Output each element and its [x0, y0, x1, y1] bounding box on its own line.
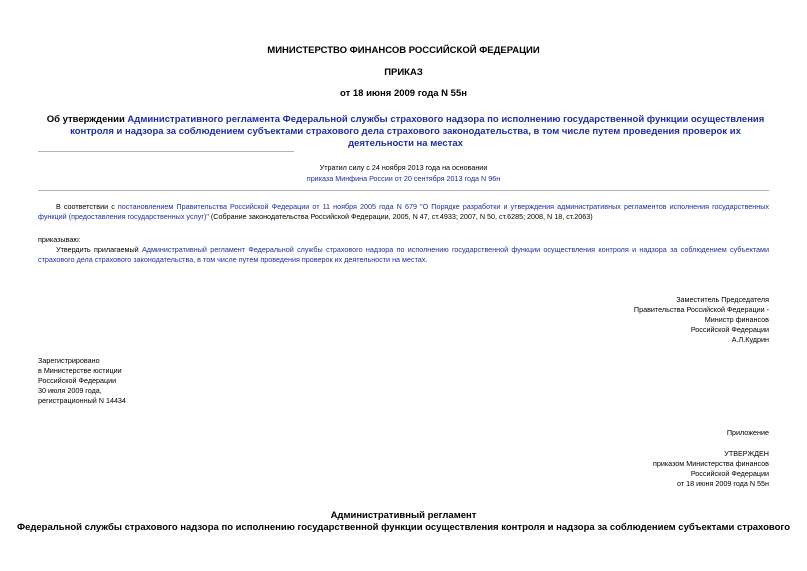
signature-line: Министр финансов [704, 315, 769, 324]
signature-line: Правительства Российской Федерации - [633, 305, 769, 314]
preamble-before: В соответствии с [56, 202, 118, 211]
registration-line: 30 июля 2009 года, [38, 386, 102, 395]
order-before: Утвердить прилагаемый [56, 245, 142, 254]
registration-line: в Министерстве юстиции [38, 366, 122, 375]
ministry-heading: МИНИСТЕРСТВО ФИНАНСОВ РОССИЙСКОЙ ФЕДЕРАЦИИ [267, 45, 540, 56]
regulation-title: Административный регламент [330, 510, 477, 521]
status-repeal-link[interactable]: приказа Минфина России от 20 сентября 2013 года N 96н [306, 174, 501, 183]
order-after: . [425, 255, 428, 264]
approval-line: Российской Федерации [690, 469, 769, 478]
approval-line: приказом Министерства финансов [652, 459, 769, 468]
appendix-label: Приложение [726, 428, 769, 437]
status-line: Утратил силу с 24 ноября 2013 года на основании [319, 163, 488, 172]
approval-block [469, 449, 769, 489]
signature-line: Российской Федерации [690, 325, 769, 334]
preamble-resolution-link[interactable]: постановлением Правительства Российской Федерации от 11 ноября 2005 года N 679 "О Порядке разработки и утверждения административных регламентов исполнения государственных функций (предоставления государственных услуг)" [38, 202, 769, 221]
order-label: приказываю: [38, 235, 81, 244]
approval-line: от 18 июня 2009 года N 55н [676, 479, 769, 488]
document-title [38, 114, 773, 150]
signature-line: Заместитель Председателя [676, 295, 769, 304]
signature-line: А.Л.Кудрин [731, 335, 769, 344]
approval-line: УТВЕРЖДЕН [724, 449, 769, 458]
registration-line: регистрационный N 14434 [38, 396, 126, 405]
registration-line: Зарегистрировано [38, 356, 100, 365]
registration-block [38, 356, 238, 406]
separator-full [38, 190, 769, 191]
preamble-paragraph [38, 202, 769, 222]
separator-short [38, 151, 294, 152]
order-regulation-link[interactable]: Административный регламент Федеральной службы страхового надзора по исполнению государственной функции осуществления контроля и надзора за соблюдением субъектами страхового дела страхового законодательства, в том числе путем проведения проверок их деятельности на местах [38, 245, 770, 264]
title-regulation-link[interactable]: Административного регламента Федеральной службы страхового надзора по исполнению государственной функции осуществления контроля и надзора за соблюдением субъектами страхового дела страхового законодательства, в том числе путем проведения проверок их деятельности на местах [70, 114, 765, 149]
title-prefix: Об утверждении [46, 114, 128, 125]
regulation-subtitle: Федеральной службы страхового надзора по исполнению государственной функции осуществления контроля и надзора за соблюдением субъектами страхового [16, 522, 791, 533]
registration-line: Российской Федерации [38, 376, 117, 385]
preamble-after: (Собрание законодательства Российской Федерации, 2005, N 47, ст.4933; 2007, N 50, ст.6285; 2008, N 18, ст.2063) [208, 212, 593, 221]
doc-date-number: от 18 июня 2009 года N 55н [340, 88, 467, 99]
doc-type-heading: ПРИКАЗ [384, 67, 423, 78]
signature-block [469, 295, 769, 345]
order-paragraph [38, 245, 769, 265]
